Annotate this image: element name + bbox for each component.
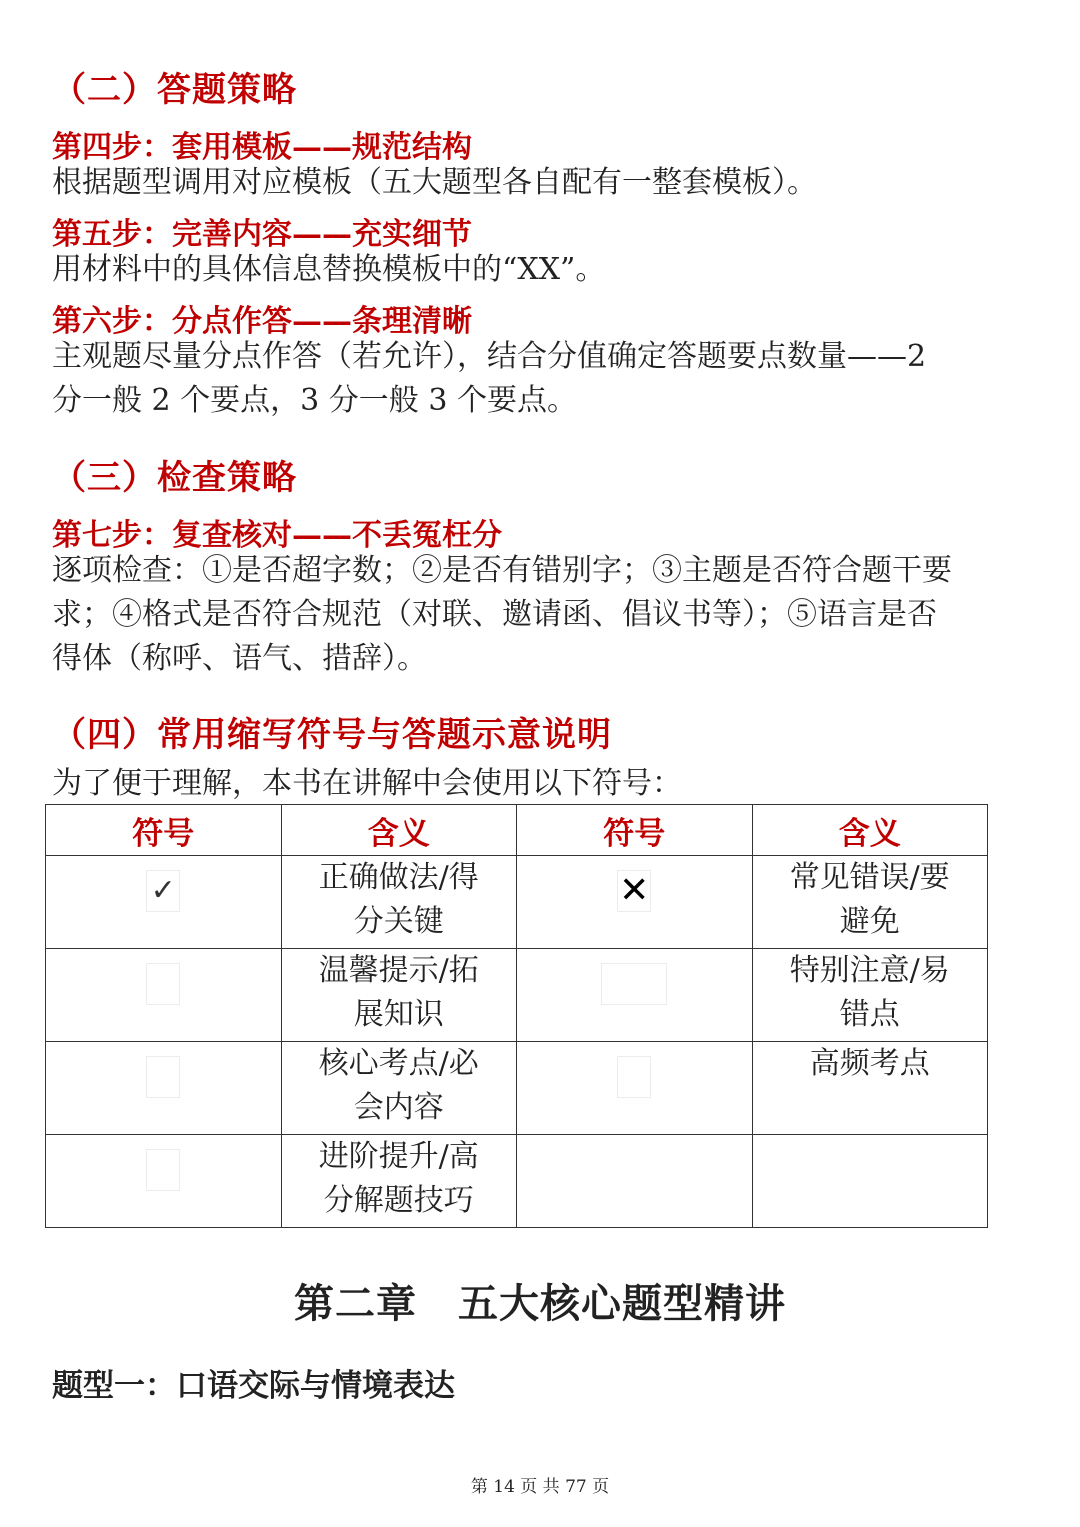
meaning-line: 正确做法/得 — [318, 860, 479, 895]
step7-body-line3: 得体（称呼、语气、措辞）。 — [52, 641, 427, 676]
meaning-line: 避免 — [839, 904, 900, 939]
blank-symbol-icon — [601, 963, 667, 1005]
symbol-cell — [517, 949, 753, 1042]
symbol-table — [45, 804, 988, 1228]
meaning-line: 温馨提示/拓 — [318, 953, 479, 988]
meaning-line: 常见错误/要 — [789, 860, 950, 895]
meaning-line: 特别注意/易 — [789, 953, 950, 988]
step5-body: 用材料中的具体信息替换模板中的“XX”。 — [52, 252, 606, 287]
section-title-check-strategy: （三）检查策略 — [52, 458, 297, 498]
meaning-line: 核心考点/必 — [318, 1046, 479, 1081]
empty-cell — [752, 1135, 988, 1228]
step4-body: 根据题型调用对应模板（五大题型各自配有一整套模板）。 — [52, 165, 817, 200]
symbol-cell — [46, 856, 282, 949]
table-row — [46, 1135, 988, 1228]
symbol-cell — [517, 856, 753, 949]
step7-title: 第七步：复查核对——不丢冤枉分 — [52, 518, 502, 553]
meaning-cell — [281, 856, 517, 949]
table-row — [46, 949, 988, 1042]
symbol-cell — [46, 1135, 282, 1228]
empty-cell — [517, 1135, 753, 1228]
step6-body — [52, 335, 1032, 423]
step7-body-line1: 逐项检查：①是否超字数；②是否有错别字；③主题是否符合题干要 — [52, 553, 952, 588]
symbol-cell — [46, 949, 282, 1042]
meaning-line: 分关键 — [353, 904, 444, 939]
check-mark-icon: ✓ — [146, 870, 180, 912]
meaning-cell — [752, 1042, 988, 1135]
step6-body-line2: 分一般 2 个要点，3 分一般 3 个要点。 — [52, 383, 577, 418]
cross-mark-icon: ✕ — [619, 870, 650, 911]
chapter-title: 第二章 五大核心题型精讲 — [294, 1280, 786, 1327]
meaning-cell — [281, 949, 517, 1042]
step7-body-line2: 求；④格式是否符合规范（对联、邀请函、倡议书等）；⑤语言是否 — [52, 597, 937, 632]
blank-symbol-icon — [146, 1149, 180, 1191]
meaning-line: 会内容 — [353, 1090, 444, 1125]
meaning-line: 展知识 — [353, 997, 444, 1032]
meaning-line: 进阶提升/高 — [318, 1139, 479, 1174]
step6-title: 第六步：分点作答——条理清晰 — [52, 304, 472, 339]
table-header-row — [46, 805, 988, 856]
step4-title: 第四步：套用模板——规范结构 — [52, 130, 472, 165]
header-symbol-2: 符号 — [517, 805, 753, 856]
symbols-intro: 为了便于理解，本书在讲解中会使用以下符号： — [52, 766, 682, 801]
meaning-cell — [752, 856, 988, 949]
meaning-cell — [752, 949, 988, 1042]
step6-body-line1: 主观题尽量分点作答（若允许），结合分值确定答题要点数量——2 — [52, 339, 927, 374]
blank-symbol-icon — [617, 1056, 651, 1098]
step7-body — [52, 549, 1032, 681]
meaning-line: 分解题技巧 — [323, 1183, 474, 1218]
meaning-cell — [281, 1135, 517, 1228]
meaning-line: 高频考点 — [809, 1046, 930, 1081]
symbol-cell — [46, 1042, 282, 1135]
header-meaning-1: 含义 — [281, 805, 517, 856]
meaning-line: 错点 — [839, 997, 900, 1032]
table-row — [46, 856, 988, 949]
section-title-symbols: （四）常用缩写符号与答题示意说明 — [52, 715, 612, 755]
step5-title: 第五步：完善内容——充实细节 — [52, 217, 472, 252]
header-meaning-2: 含义 — [752, 805, 988, 856]
question-type-title: 题型一：口语交际与情境表达 — [52, 1368, 455, 1404]
page-footer: 第 14 页 共 77 页 — [470, 1477, 610, 1497]
section-title-answer-strategy: （二）答题策略 — [52, 70, 297, 110]
meaning-cell — [281, 1042, 517, 1135]
table-row — [46, 1042, 988, 1135]
symbol-cell — [517, 1042, 753, 1135]
blank-symbol-icon — [146, 1056, 180, 1098]
header-symbol-1: 符号 — [46, 805, 282, 856]
blank-symbol-icon — [146, 963, 180, 1005]
